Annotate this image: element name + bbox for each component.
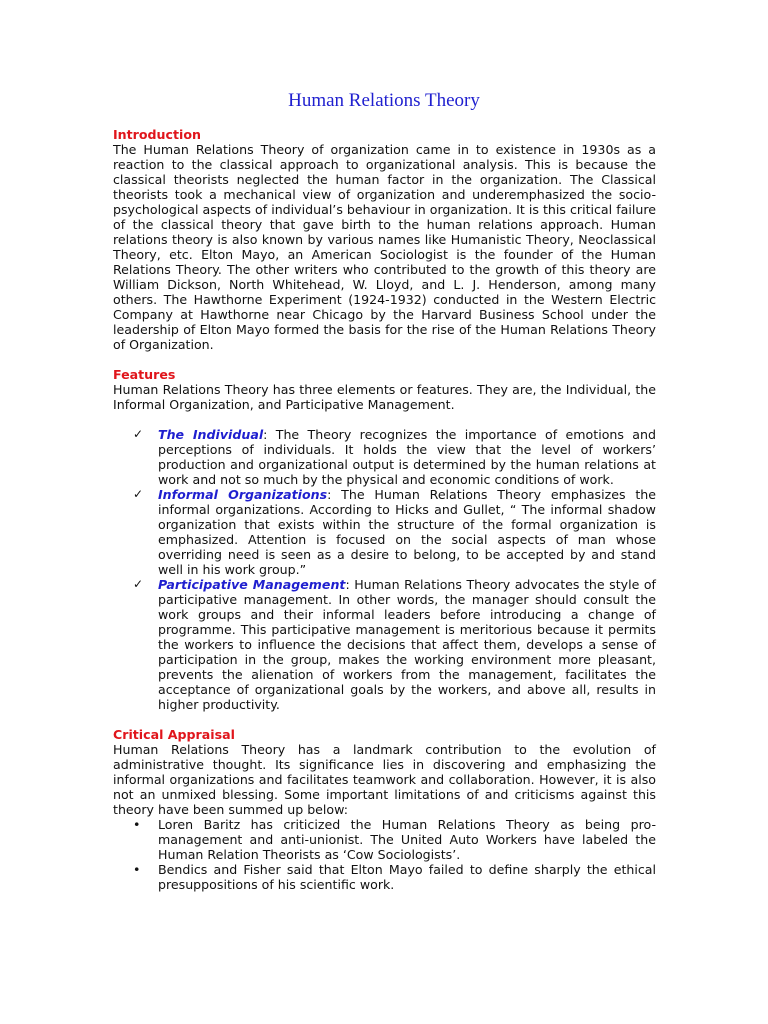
list-item xyxy=(113,817,656,862)
feature-description: : The Theory recognizes the importance of emotions and perceptions of individuals. It holds the view that the level of workers’ production and organizational output is determined by the human relations at work and not so much by the physical and economic conditions of work. xyxy=(158,427,656,487)
features-heading: Features xyxy=(113,367,176,382)
feature-term: Informal Organizations xyxy=(158,487,328,502)
features-list xyxy=(113,427,656,712)
document-title: Human Relations Theory xyxy=(288,90,480,111)
introduction-paragraph: The Human Relations Theory of organization came in to existence in 1930s as a reaction to the classical approach to organizational analysis. This is because the classical theorists neglected the human factor in the organization. The Classical theorists took a mechanical view of organization and underemphasized the socio-psychological aspects of individual’s behaviour in organization. It is this critical failure of the classical theory that gave birth to the human relations approach. Human relations theory is also known by various names like Humanistic Theory, Neoclassical Theory, etc. Elton Mayo, an American Sociologist is the founder of the Human Relations Theory. The other writers who contributed to the growth of this theory are William Dickson, North Whitehead, W. Lloyd, and L. J. Henderson, among many others. The Hawthorne Experiment (1924-1932) conducted in the Western Electric Company at Hawthorne near Chicago by the Harvard Business School under the leadership of Elton Mayo formed the basis for the rise of the Human Relations Theory of Organization. xyxy=(113,142,656,352)
criticism-text: Loren Baritz has criticized the Human Relations Theory as being pro-management and anti-unionist. The United Auto Workers have labeled the Human Relation Theorists as ‘Cow Sociologists’. xyxy=(158,817,656,862)
introduction-section xyxy=(113,127,656,352)
criticisms-list xyxy=(113,817,656,892)
list-item xyxy=(113,427,656,487)
list-item xyxy=(113,577,656,712)
feature-description: : The Human Relations Theory emphasizes the informal organizations. According to Hicks and Gullet, “ The informal shadow organization that exists within the structure of the formal organization is emphasized. Attention is focused on the social aspects of man whose overriding need is seen as a desire to belong, to be accepted by and stand well in his work group.” xyxy=(158,487,656,577)
features-section xyxy=(113,367,656,712)
feature-term: Participative Management xyxy=(158,577,346,592)
critical-appraisal-heading: Critical Appraisal xyxy=(113,727,235,742)
criticism-text: Bendics and Fisher said that Elton Mayo failed to define sharply the ethical presuppositions of his scientific work. xyxy=(158,862,656,892)
list-item xyxy=(113,487,656,577)
bullet-dot-icon: • xyxy=(133,817,141,832)
introduction-heading: Introduction xyxy=(113,127,201,142)
check-mark-icon: ✓ xyxy=(133,487,144,501)
check-mark-icon: ✓ xyxy=(133,427,144,441)
list-item xyxy=(113,862,656,892)
feature-term: The Individual xyxy=(158,427,264,442)
feature-description: : Human Relations Theory advocates the style of participative management. In other words, the manager should consult the work groups and their informal leaders before introducing a change of programme. This participative management is meritorious because it permits the workers to influence the decisions that affect them, develops a sense of participation in the group, makes the working environment more pleasant, prevents the alienation of workers from the management, facilitates the acceptance of organizational goals by the workers, and above all, results in higher productivity. xyxy=(158,577,656,712)
critical-appraisal-paragraph: Human Relations Theory has a landmark contribution to the evolution of administrative thought. Its significance lies in discovering and emphasizing the informal organizations and facilitates teamwork and collaboration. However, it is also not an unmixed blessing. Some important limitations of and criticisms against this theory have been summed up below: xyxy=(113,742,656,817)
critical-appraisal-section xyxy=(113,727,656,892)
check-mark-icon: ✓ xyxy=(133,577,144,591)
bullet-dot-icon: • xyxy=(133,862,141,877)
features-paragraph: Human Relations Theory has three elements or features. They are, the Individual, the Informal Organization, and Participative Management. xyxy=(113,382,656,412)
document-body xyxy=(113,127,656,907)
